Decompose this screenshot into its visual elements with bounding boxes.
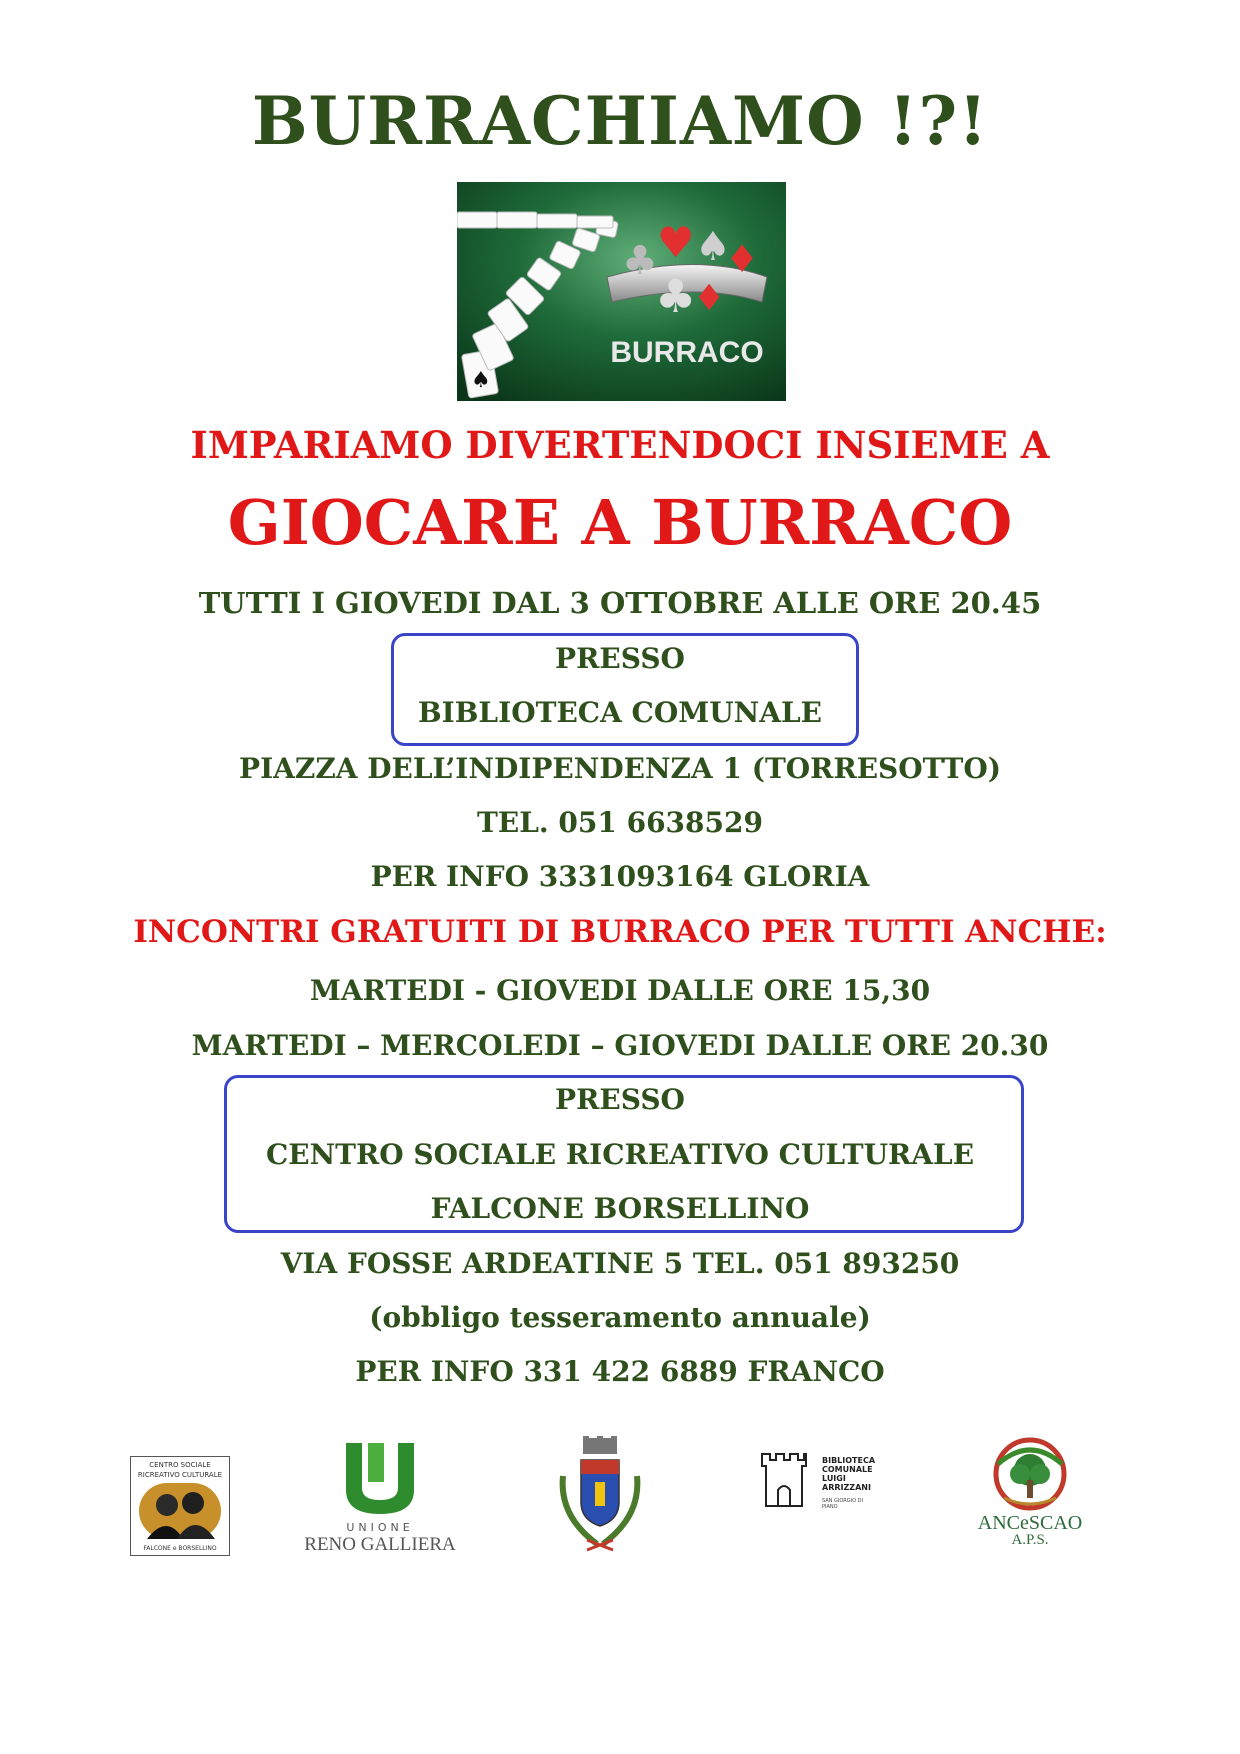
venue-name-centro-sociale: CENTRO SOCIALE RICREATIVO CULTURALE: [265, 1138, 975, 1171]
burraco-hero-image: [457, 182, 786, 401]
svg-text:♠: ♠: [695, 224, 731, 270]
venue-label-2: PRESSO: [555, 1083, 685, 1116]
svg-text:♣: ♣: [655, 269, 697, 323]
contact-gloria: PER INFO 3331093164 GLORIA: [370, 860, 870, 893]
logo-text-piano: PIANO: [822, 1504, 838, 1510]
centro-sociale-logo: [130, 1456, 230, 1556]
coat-of-arms-logo: [553, 1436, 647, 1558]
contact-franco: PER INFO 331 422 6889 FRANCO: [355, 1355, 885, 1388]
subtitle-line-1: IMPARIAMO DIVERTENDOCI INSIEME A: [190, 423, 1050, 467]
logo-text-aps: A.P.S.: [1011, 1532, 1049, 1548]
logo-text-ricreativo: RICREATIVO CULTURALE: [137, 1471, 223, 1479]
logo-text-falcone: FALCONE e BORSELLINO: [143, 1545, 217, 1552]
logo-text-biblioteca: BIBLIOTECA: [822, 1456, 876, 1465]
address-centro-sociale: VIA FOSSE ARDEATINE 5 TEL. 051 893250: [280, 1247, 960, 1280]
free-meetings-heading: INCONTRI GRATUITI DI BURRACO PER TUTTI ANCHE:: [133, 914, 1107, 950]
hero-caption: BURRACO: [610, 336, 764, 369]
svg-text:♥: ♥: [657, 218, 695, 267]
portrait-emblem-icon: [139, 1483, 221, 1539]
logo-text-ancescao: ANCeSCAO: [977, 1512, 1083, 1534]
biblioteca-arrizzani-logo: [760, 1452, 890, 1518]
address-biblioteca: PIAZZA DELL’INDIPENDENZA 1 (TORRESOTTO): [239, 752, 1001, 785]
subtitle-line-2: GIOCARE A BURRACO: [227, 486, 1013, 559]
ancescao-logo: [970, 1436, 1090, 1558]
phone-biblioteca: TEL. 051 6638529: [477, 806, 763, 839]
logo-text-unione: UNIONE: [346, 1521, 414, 1534]
svg-text:♦: ♦: [725, 237, 760, 281]
flyer-title: BURRACHIAMO !?!: [251, 82, 989, 160]
venue-name-falcone-borsellino: FALCONE BORSELLINO: [430, 1192, 810, 1225]
logo-text-luigi: LUIGI: [822, 1474, 846, 1483]
venue-label: PRESSO: [555, 642, 685, 675]
logo-text-arrizzani: ARRIZZANI: [822, 1483, 871, 1492]
tower-icon: [760, 1452, 808, 1508]
playing-cards-illustration: [457, 182, 786, 401]
schedule-evening: MARTEDI – MERCOLEDI – GIOVEDI DALLE ORE 20.30: [191, 1029, 1049, 1062]
svg-text:♣: ♣: [622, 238, 658, 284]
logo-text-reno-galliera: RENO GALLIERA: [304, 1534, 456, 1555]
schedule-afternoon: MARTEDI - GIOVEDI DALLE ORE 15,30: [309, 974, 931, 1007]
svg-text:♠: ♠: [471, 368, 491, 393]
logo-text-centro-sociale: CENTRO SOCIALE: [149, 1461, 211, 1469]
membership-note: (obbligo tesseramento annuale): [369, 1301, 871, 1334]
coat-of-arms-icon: [553, 1436, 647, 1558]
unione-reno-galliera-logo: [300, 1438, 460, 1558]
logo-text-san-giorgio: SAN GIORGIO DI: [822, 1498, 863, 1504]
unione-u-icon: [300, 1438, 460, 1518]
venue-name-biblioteca: BIBLIOTECA COMUNALE: [418, 696, 822, 729]
tree-emblem-icon: [970, 1436, 1090, 1512]
logo-text-comunale: COMUNALE: [822, 1465, 873, 1474]
schedule-thursday: TUTTI I GIOVEDI DAL 3 OTTOBRE ALLE ORE 20.45: [198, 586, 1042, 620]
svg-text:♦: ♦: [693, 278, 726, 319]
